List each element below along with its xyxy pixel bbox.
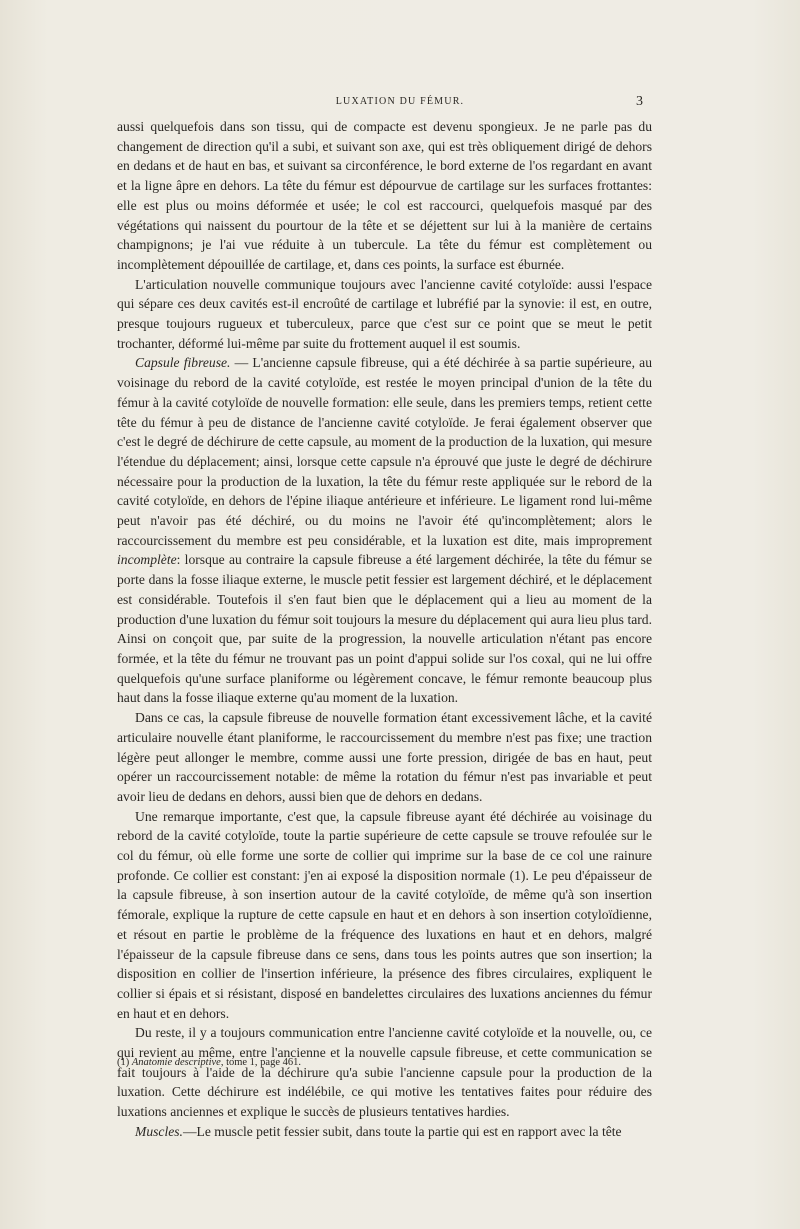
footnote-title: Anatomie descriptive xyxy=(131,1057,221,1068)
paragraph-3-part-a: — L'ancienne capsule fibreuse, qui a été déchirée à sa partie supérieure, au voisinage du rebord de la cavité cotyloïde, est restée le moyen principal d'union de la tête du fémur à la cavité cotyloïde de nouvelle formation: elle seule, dans les premiers temps, retient cette tête du fémur à peu de distance de l'ancienne cavité cotyloïde. Je ferai également observer que c'est le degré de déchirure de cette capsule, au moment de la production de la luxation, qui mesure l'étendue du déplacement; ainsi, lorsque cette capsule n'a éprouvé que juste le degré de déchirure nécessaire pour la production de la luxation, la tête du fémur reste appliquée sur le rebord de la cavité cotyloïde, en dehors de l'épine iliaque antérieure et inférieure. Le ligament rond lui-même peut n'avoir pas été déchiré, ou du moins ne l'avoir été qu'incomplètement; alors le raccourcissement du membre est peu considérable, et la luxation est dite, mais improprement xyxy=(117,355,652,548)
paragraph-3-part-b: : lorsque au contraire la capsule fibreuse a été largement déchirée, la tête du fémur se porte dans la fosse iliaque externe, le muscle petit fessier est largement déchiré, et le déplacement est considérable. Toutefois il s'en faut bien que le déplacement qui a lieu au moment de la production d'une luxation du fémur soit toujours la mesure du déplacement qui aura lieu plus tard. Ainsi on conçoit que, par suite de la progression, la nouvelle articulation n'étant pas encore formée, et la tête du fémur ne trouvant pas un point d'appui solide sur l'os coxal, qui ne lui offre quelquefois qu'une surface planiforme ou légèrement concave, le fémur remonte beaucoup plus haut dans la fosse iliaque externe qu'au moment de la luxation. xyxy=(117,552,652,706)
paragraph-6: Du reste, il y a toujours communication entre l'ancienne cavité cotyloïde et la nouvelle, ou, ce qui revient au même, entre l'ancienne et la nouvelle capsule fibreuse, et cette communication se fait toujours à l'aide de la déchirure qu'a subie l'ancienne capsule pour la production de la luxation. Cette déchirure est indélébile, ce qui motive les tentatives faites pour réduire des luxations anciennes et explique le succès de plusieurs tentatives hardies. xyxy=(117,1025,652,1120)
body-text xyxy=(117,117,652,1142)
paragraph-4: Dans ce cas, la capsule fibreuse de nouvelle formation étant excessivement lâche, et la cavité articulaire nouvelle étant planiforme, le raccourcissement du membre n'est pas fixe; une traction légère peut allonger le membre, comme aussi une forte pression, dirigée de bas en haut, peut opérer un raccourcissement notable: de même la rotation du fémur n'est pas invariable et peut avoir lieu de dedans en dehors, aussi bien que de dehors en dedans. xyxy=(117,710,652,804)
footnote xyxy=(117,1056,652,1070)
emphasis-incomplete: incomplète xyxy=(117,552,177,568)
page-number: 3 xyxy=(636,94,643,109)
footnote-reference: , tome 1, page 461. xyxy=(220,1057,302,1068)
paragraph-capsule-fibreuse xyxy=(117,353,652,708)
section-heading-muscles: Muscles. xyxy=(135,1123,183,1139)
paragraph-muscles xyxy=(117,1122,652,1142)
running-title: LUXATION DU FÉMUR. xyxy=(335,96,465,107)
footnote-marker: (1) xyxy=(117,1057,132,1068)
paragraph-5: Une remarque importante, c'est que, la capsule fibreuse ayant été déchirée au voisinage du rebord de la cavité cotyloïde, toute la partie supérieure de cette capsule se trouve refoulée sur le col du fémur, où elle forme une sorte de collier qui imprime sur la base de ce col une rainure profonde. Ce collier est constant: j'en ai exposé la disposition normale (1). Le peu d'épaisseur de la capsule fibreuse, à son insertion autour de la cavité cotyloïde, de même qu'à son insertion fémorale, explique la rupture de cette capsule en haut et en dehors à son insertion cotyloïdienne, et résout en partie le problème de la fréquence des luxations en haut et en dehors, malgré l'épaisseur de la capsule fibreuse dans ce sens, dans tous les points autres que son insertion; la disposition en collier de l'insertion inférieure, la présence des fibres circulaires, expliquent le collier si épais et si résistant, disposé en bandelettes circulaires des luxations anciennes du fémur en haut et en dehors. xyxy=(117,808,652,1021)
paragraph-1: aussi quelquefois dans son tissu, qui de compacte est devenu spongieux. Je ne parle pas du changement de direction qu'il a subi, et suivant son axe, qui est très obliquement dirigé de dehors en dedans et de haut en bas, et suivant sa circonférence, le bord externe de l'os regardant en avant et la ligne âpre en dehors. La tête du fémur est dépourvue de cartilage sur les surfaces frottantes: elle est plus ou moins déformée et usée; le col est raccourci, quelquefois masqué par des végétations qui naissent du pourtour de la tête et se déjettent sur lui à la manière de certains champignons; je l'ai vue réduite à un tubercule. La tête du fémur est complètement ou incomplètement dépouillée de cartilage, et, dans ces points, la surface est éburnée. xyxy=(117,119,652,272)
paragraph-7-text: —Le muscle petit fessier subit, dans toute la partie qui est en rapport avec la tête xyxy=(182,1123,622,1139)
paragraph-2: L'articulation nouvelle communique toujours avec l'ancienne cavité cotyloïde: aussi l'espace qui sépare ces deux cavités est-il encroûté de cartilage et lubréfié par la synovie: il est, en outre, presque toujours rugueux et tuberculeux, parce que c'est sur ce point que se meut le petit trochanter, déformé lui-même par suite du frottement auquel il est soumis. xyxy=(117,276,652,351)
section-heading-capsule: Capsule fibreuse. xyxy=(135,355,231,371)
